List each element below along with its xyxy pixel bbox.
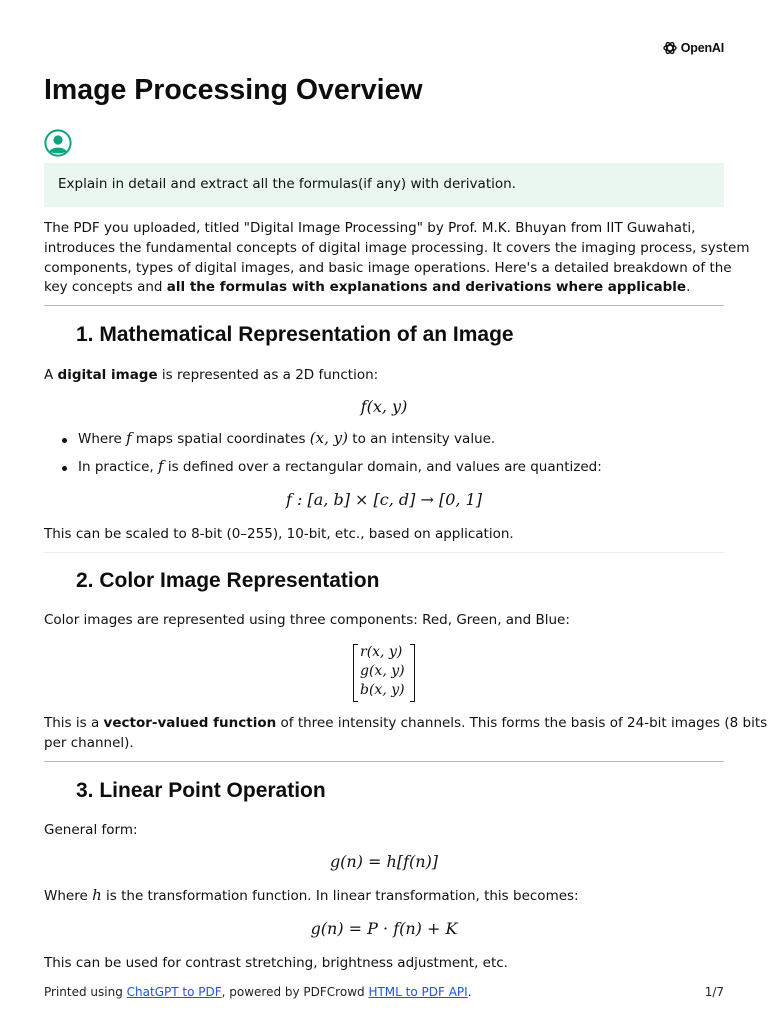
inline-math: f (126, 429, 132, 447)
color-vector-matrix (353, 644, 415, 702)
matrix-bracket-right (410, 644, 415, 702)
where-text: Where (44, 888, 93, 904)
footer-text: Printed using (44, 985, 127, 999)
section-lead: Color images are represented using three components: Red, Green, and Blue: (44, 612, 570, 628)
matrix-entry: r(x, y) (360, 644, 403, 660)
bullet-text: maps spatial coordinates (131, 431, 310, 447)
formula: g(n) = h[f(n)] (329, 852, 439, 871)
intro-paragraph (44, 219, 750, 298)
page-number: 1/7 (704, 985, 724, 999)
section-divider (44, 305, 724, 306)
section-heading: 2. Color Image Representation (76, 569, 380, 592)
description-line (44, 714, 768, 734)
brand-logo (662, 40, 724, 56)
matrix-entry: g(x, y) (360, 663, 405, 679)
section-divider (44, 552, 724, 553)
user-prompt-text: Explain in detail and extract all the formulas(if any) with derivation. (58, 176, 516, 192)
formula: f(x, y) (360, 397, 408, 416)
bullet-text: In practice, (78, 459, 158, 475)
matrix-entry: b(x, y) (360, 682, 405, 698)
bullet-dot (62, 466, 67, 471)
description-line: per channel). (44, 734, 134, 751)
section-where (44, 886, 579, 907)
inline-math: (x, y) (309, 429, 348, 447)
description-text: This is a (44, 715, 104, 731)
lead-text: is represented as a 2D function: (157, 367, 379, 383)
page-title: Image Processing Overview (44, 74, 423, 106)
user-avatar-icon (44, 129, 72, 157)
description-bold-text: vector-valued function (103, 715, 277, 731)
where-text: is the transformation function. In linear transformation, this becomes: (101, 888, 579, 904)
bullet-dot (62, 438, 67, 443)
section-heading: 3. Linear Point Operation (76, 779, 326, 802)
intro-text: key concepts and (44, 279, 167, 296)
matrix-bracket-left (353, 644, 358, 702)
bullet-text: Where (78, 431, 127, 447)
lead-bold-text: digital image (57, 367, 158, 383)
section-note: This can be scaled to 8-bit (0–255), 10-bit, etc., based on application. (44, 526, 514, 542)
intro-line: The PDF you uploaded, titled "Digital Image Processing" by Prof. M.K. Bhuyan from IIT Guwahati, (44, 220, 696, 236)
brand-name: OpenAI (680, 41, 724, 55)
description-text: of three intensity channels. This forms the basis of 24-bit images (8 bits (276, 715, 768, 731)
print-footer (44, 985, 472, 999)
intro-line: components, types of digital images, and basic image operations. Here's a detailed breakdown of the (44, 259, 732, 276)
formula: f : [a, b] × [c, d] → [0, 1] (286, 490, 482, 509)
section-lead: General form: (44, 822, 138, 838)
bullet-text: to an intensity value. (347, 431, 496, 447)
intro-text: . (686, 279, 691, 296)
bullet-item (78, 429, 495, 447)
intro-bold-text: all the formulas with explanations and derivations where applicable (166, 279, 687, 296)
html-to-pdf-api-link[interactable]: HTML to PDF API (368, 985, 468, 999)
section-description (44, 714, 768, 754)
footer-text: . (467, 985, 472, 999)
formula: g(n) = P · f(n) + K (310, 919, 458, 938)
intro-line: introduces the fundamental concepts of digital image processing. It covers the imaging process, system (44, 239, 750, 256)
section-lead (44, 366, 378, 386)
bullet-item (78, 457, 602, 475)
section-divider (44, 761, 724, 762)
inline-math: h (92, 886, 102, 904)
section-heading: 1. Mathematical Representation of an Image (76, 323, 514, 346)
section-note: This can be used for contrast stretching, brightness adjustment, etc. (44, 955, 508, 971)
lead-text: A (44, 367, 58, 383)
inline-math: f (158, 457, 164, 475)
intro-line (44, 278, 724, 298)
chatgpt-to-pdf-link[interactable]: ChatGPT to PDF (126, 985, 222, 999)
openai-logo-icon (662, 40, 678, 56)
user-prompt-box (44, 163, 724, 207)
footer-text: , powered by PDFCrowd (221, 985, 369, 999)
bullet-text: is defined over a rectangular domain, and values are quantized: (163, 459, 602, 475)
